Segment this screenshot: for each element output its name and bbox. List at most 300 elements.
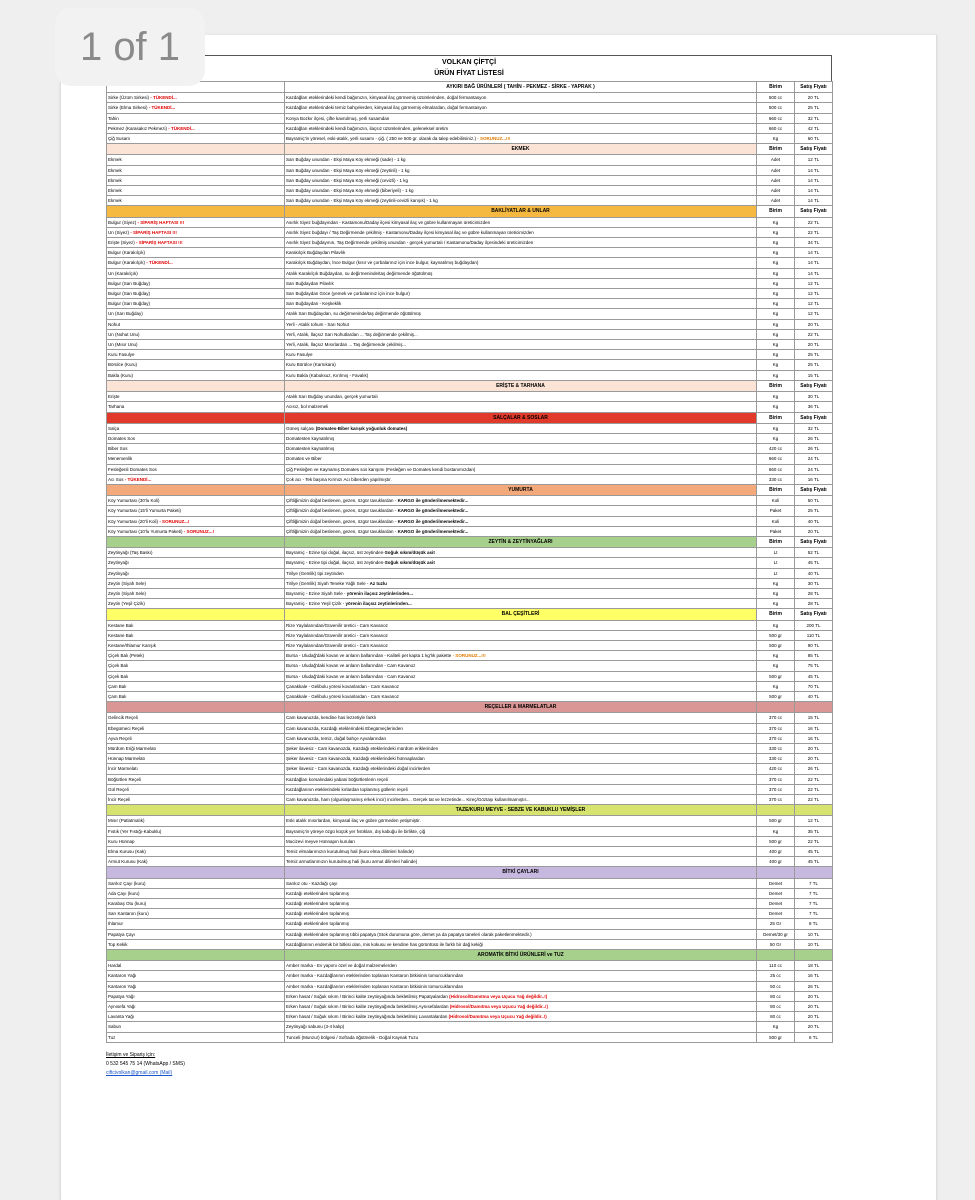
- description-cell: [285, 289, 757, 299]
- product-description: Kazdağı eteklerinden toplanmış tıbbi papatya (Stok durumuna göre, demet ya da papatya taneleri olarak paketlenmektedir.): [286, 931, 532, 937]
- price-column-header: Satış Fiyatı: [795, 144, 833, 155]
- product-description: Sarı Buğday unundan - Ekşi Maya Köy ekmeği (zeytinli-cevizli karışık) - 1 kg: [286, 198, 438, 204]
- product-description: Tirilye (Gemlik) Siyah Teneke Yağlı Sele -: [286, 580, 370, 586]
- product-name-cell: [107, 433, 285, 443]
- section-header: [107, 206, 833, 217]
- section-spacer: [107, 484, 285, 495]
- unit-cell: 660 cc: [757, 464, 795, 474]
- product-name: Erişte: [108, 394, 120, 400]
- unit-column-header: [757, 702, 795, 713]
- unit-cell: Koli: [757, 516, 795, 526]
- price-list-sheet: [106, 55, 832, 1078]
- description-note: Soğuk sıkım/düşük asit: [384, 560, 435, 566]
- product-name-cell: [107, 568, 285, 578]
- product-description: Bayramiç'in yöresel, eski-atalık, yerli susamı - çiğ. ( 250 ve 500 gr. olarak da talep edebilirsiniz.): [286, 136, 476, 142]
- product-description: Sarı Buğday unundan - Ekşi Maya Köy ekmeği (sade) - 1 kg: [286, 157, 406, 163]
- table-row: [107, 516, 833, 526]
- table-row: [107, 196, 833, 206]
- product-status-note: - TÜKENDİ...: [167, 125, 195, 131]
- description-cell: [285, 165, 757, 175]
- price-cell: 20 TL: [795, 1002, 833, 1012]
- page-indicator: 1 of 1: [55, 8, 205, 86]
- product-name-cell: [107, 939, 285, 949]
- description-cell: [285, 919, 757, 929]
- product-name: Hünnap Marmelatı: [108, 756, 146, 762]
- product-name: Domates Sos: [108, 435, 136, 441]
- product-name: Sarıkız Çayı (kuru): [108, 880, 146, 886]
- description-note: (Domates-Biber karışık yoğunluk domates): [315, 425, 408, 431]
- price-column-header: Satış Fiyatı: [795, 206, 833, 217]
- unit-cell: 500 gr: [757, 671, 795, 681]
- unit-column-header: Birim: [757, 380, 795, 391]
- price-cell: 20 TL: [795, 340, 833, 350]
- product-name-cell: [107, 991, 285, 1001]
- unit-cell: Kg: [757, 402, 795, 412]
- product-name-cell: [107, 155, 285, 165]
- product-name: Zeytinyağı: [108, 570, 129, 576]
- unit-cell: 500 gr: [757, 1032, 795, 1042]
- product-name-cell: [107, 1012, 285, 1022]
- product-name: Ekmek: [108, 177, 122, 183]
- description-cell: [285, 175, 757, 185]
- section-spacer: [107, 867, 285, 878]
- unit-cell: 330 cc: [757, 474, 795, 484]
- price-cell: 20 TL: [795, 744, 833, 754]
- description-cell: [285, 991, 757, 1001]
- product-name-cell: [107, 175, 285, 185]
- product-name: Ihlamur: [108, 921, 124, 927]
- price-cell: 22 TL: [795, 227, 833, 237]
- description-cell: [285, 754, 757, 764]
- price-cell: 22 TL: [795, 795, 833, 805]
- product-description: Şeker ilavesiz - Cam kavanozda, Kazdağı eteklerindeki mürdüm eriklerinden: [286, 746, 439, 751]
- price-cell: 12 TL: [795, 299, 833, 309]
- unit-column-header: Birim: [757, 206, 795, 217]
- unit-cell: Adet: [757, 155, 795, 165]
- price-cell: 25 TL: [795, 506, 833, 516]
- product-name-cell: [107, 548, 285, 558]
- table-row: [107, 909, 833, 919]
- table-row: [107, 165, 833, 175]
- table-row: [107, 217, 833, 227]
- price-cell: 10 TL: [795, 939, 833, 949]
- product-name: Kestane Balı: [108, 622, 134, 628]
- product-name: Ayva Reçeli: [108, 735, 132, 741]
- price-cell: 6 TL: [795, 1032, 833, 1042]
- product-description: Erken hasat / Soğuk sıkım / Birinci kalite zeytinyağında bekletilmiş Lavantalardan: [286, 1014, 449, 1020]
- price-cell: 50 TL: [795, 496, 833, 506]
- description-cell: [285, 360, 757, 370]
- product-description: Sarı Buğday unundan - Ekşi Maya Köy ekmeği (cevizli) - 1 kg: [286, 177, 409, 183]
- product-name-cell: [107, 392, 285, 402]
- table-row: [107, 919, 833, 929]
- unit-cell: 500 gr: [757, 691, 795, 701]
- unit-cell: 370 cc: [757, 713, 795, 723]
- product-name: Çiçek Balı: [108, 673, 129, 679]
- description-cell: [285, 847, 757, 857]
- unit-column-header: [757, 867, 795, 878]
- price-column-header: Satış Fiyatı: [795, 484, 833, 495]
- description-cell: [285, 319, 757, 329]
- price-column-header: [795, 950, 833, 961]
- product-name-cell: [107, 630, 285, 640]
- product-description: Bursa - Uludağ'daki kovan ve arıların ballarından - Kaliteli pet kapta 1 kg'lık pakette: [286, 653, 452, 659]
- description-cell: [285, 516, 757, 526]
- product-name: Bulgur (Sarı Buğday): [108, 301, 151, 307]
- product-description: Atalık Karakılçık Buğdaydan, su değirmeninde/taş değirmende öğütülmüş: [286, 270, 433, 276]
- table-row: [107, 1032, 833, 1042]
- table-row: [107, 289, 833, 299]
- description-cell: [285, 454, 757, 464]
- contact-email-link[interactable]: ciftcivolkan@gmail.com (Mail): [106, 1069, 173, 1076]
- section-title: SALÇALAR & SOSLAR: [285, 412, 757, 423]
- product-description: Domatesten kaynatılmış: [286, 446, 335, 452]
- table-row: [107, 134, 833, 144]
- description-cell: [285, 691, 757, 701]
- product-name: Un (Sarı Buğday): [108, 311, 143, 317]
- product-name-cell: [107, 506, 285, 516]
- product-description: Cam kavanozda, Kazdağı eteklerindeki Ebegümeçlerinden: [286, 725, 403, 731]
- unit-cell: Demet: [757, 909, 795, 919]
- description-cell: [285, 1012, 757, 1022]
- product-name: Kuru Fasulye: [108, 352, 135, 358]
- unit-cell: 500 gr: [757, 640, 795, 650]
- price-cell: 7 TL: [795, 878, 833, 888]
- product-description: Atalık Sarı Buğday unundan, gerçek yumurtalı: [286, 394, 378, 400]
- product-description: Cam kavanozda, kendine has lezzetiyle farklı: [286, 715, 377, 721]
- section-title: ERİŞTE & TARHANA: [285, 380, 757, 391]
- price-cell: 34 TL: [795, 238, 833, 248]
- product-description: Tirilye (Gemlik) tipi zeytinden: [286, 570, 344, 576]
- unit-cell: Kg: [757, 578, 795, 588]
- section-spacer: [107, 702, 285, 713]
- product-name-cell: [107, 774, 285, 784]
- description-cell: [285, 278, 757, 288]
- product-name-cell: [107, 217, 285, 227]
- product-description: Sarı Buğday unundan - Ekşi Maya Köy ekmeği (biberiyeli) - 1 kg: [286, 188, 414, 194]
- table-row: [107, 681, 833, 691]
- description-cell: [285, 795, 757, 805]
- table-row: [107, 464, 833, 474]
- table-row: [107, 454, 833, 464]
- section-spacer: [107, 144, 285, 155]
- unit-cell: 370 cc: [757, 733, 795, 743]
- price-cell: 40 TL: [795, 516, 833, 526]
- unit-cell: Kg: [757, 599, 795, 609]
- product-status-note: - SİPARİŞ HAFTASI !!!: [129, 229, 177, 235]
- price-cell: 12 TL: [795, 155, 833, 165]
- product-name: Lavanta Yağı: [108, 1014, 135, 1020]
- table-row: [107, 971, 833, 981]
- product-name-cell: [107, 93, 285, 103]
- product-name-cell: [107, 744, 285, 754]
- unit-cell: Kg: [757, 248, 795, 258]
- price-column-header: Satış Fiyatı: [795, 380, 833, 391]
- product-name-cell: [107, 113, 285, 123]
- unit-cell: 660 cc: [757, 123, 795, 133]
- unit-cell: 80 cc: [757, 1002, 795, 1012]
- product-name: Mürdüm Eriği Marmelatı: [108, 746, 157, 751]
- section-header: [107, 950, 833, 961]
- price-cell: 32 TL: [795, 113, 833, 123]
- product-name-cell: [107, 289, 285, 299]
- unit-cell: Kg: [757, 289, 795, 299]
- unit-cell: Demet: [757, 888, 795, 898]
- product-description: Cam kavanozda, ham (olgunlaşmamış erkek incir) incirlerden... Gerçek tat ve lezzetinde... Kireç/Göztaşı kullanılmamıştır...: [286, 797, 530, 803]
- product-description: Konya Bozkır ilçesi, çifte kavrulmuş, yerli susamdan: [286, 115, 390, 121]
- unit-cell: Kg: [757, 826, 795, 836]
- unit-cell: 500 cc: [757, 103, 795, 113]
- product-name-cell: [107, 526, 285, 536]
- product-description: Mucizevi meyve Hünnapın kuruları: [286, 838, 356, 844]
- unit-cell: Demet/30 gr: [757, 929, 795, 939]
- contact-phone: 0 532 545 75 14 (WhatsApp / SMS): [106, 1060, 185, 1067]
- product-description: Rize Yaylalarından/Güvenilir üretici - Cam Kavanoz: [286, 642, 388, 648]
- product-name: Armut Kurusu (Kak): [108, 859, 148, 865]
- product-name: Zeytin (Yeşil Çizik): [108, 601, 145, 607]
- product-name-cell: [107, 402, 285, 412]
- product-description: Çanakkale - Gelibolu yöresi kovanlardan - Cam Kavanoz: [286, 683, 400, 689]
- product-name-cell: [107, 258, 285, 268]
- price-column-header: [795, 805, 833, 816]
- price-cell: 40 TL: [795, 691, 833, 701]
- product-name: Çam Balı: [108, 683, 127, 689]
- unit-cell: 50 Gr: [757, 939, 795, 949]
- table-row: [107, 227, 833, 237]
- unit-cell: 80 cc: [757, 991, 795, 1001]
- product-description: Çok acı - Tek başına Kırmızı Acı biberden yapılmıştır.: [286, 476, 392, 482]
- description-cell: [285, 113, 757, 123]
- product-name: Sirke (Elma Sirkesi): [108, 105, 148, 111]
- product-description: Çiftliğimizin doğal beslenen, gezen, özgür tavuklardan -: [286, 528, 398, 534]
- unit-column-header: Birim: [757, 536, 795, 547]
- price-cell: 24 TL: [795, 464, 833, 474]
- product-name-cell: [107, 496, 285, 506]
- product-name-cell: [107, 464, 285, 474]
- table-row: [107, 754, 833, 764]
- description-cell: [285, 899, 757, 909]
- price-cell: 15 TL: [795, 370, 833, 380]
- unit-column-header: Birim: [757, 82, 795, 93]
- table-row: [107, 816, 833, 826]
- table-row: [107, 847, 833, 857]
- table-row: [107, 568, 833, 578]
- price-cell: 36 TL: [795, 402, 833, 412]
- table-row: [107, 506, 833, 516]
- product-name-cell: [107, 888, 285, 898]
- unit-cell: 330 cc: [757, 744, 795, 754]
- product-name-cell: [107, 671, 285, 681]
- product-name-cell: [107, 919, 285, 929]
- product-name: Zeytin (Siyah Sele): [108, 590, 147, 596]
- section-title: TAZE/KURU MEYVE - SEBZE VE KABUKLU YEMİŞLER: [285, 805, 757, 816]
- unit-cell: 370 cc: [757, 784, 795, 794]
- product-name: Ekmek: [108, 167, 122, 173]
- description-cell: [285, 651, 757, 661]
- table-row: [107, 599, 833, 609]
- document-subtitle: ÜRÜN FİYAT LİSTESİ: [434, 70, 504, 77]
- description-note: KARGO ile gönderilmemektedir...: [397, 498, 469, 504]
- product-name: Zeytin (Siyah Sele): [108, 580, 147, 586]
- product-name: Pekmez (Karasakız Pekmezi): [108, 125, 168, 131]
- price-cell: 12 TL: [795, 278, 833, 288]
- product-description: Bursa - Uludağ'daki kovan ve arıların ballarından - Cam Kavanoz: [286, 663, 416, 669]
- product-description: Rize Yaylalarından/Güvenilir üretici - Cam Kavanoz: [286, 622, 388, 628]
- price-table: [106, 81, 833, 1043]
- table-row: [107, 774, 833, 784]
- product-name-cell: [107, 474, 285, 484]
- product-description: Bayramiç'in yöreye özgü küçük yer fıstıkları, dış kabuğu ile birlikte, çiğ: [286, 828, 426, 834]
- unit-cell: 500 gr: [757, 630, 795, 640]
- description-note: (Hidrosol/Damıtma veya Uçucu Yağ değildir..!): [448, 1014, 547, 1020]
- product-name-cell: [107, 238, 285, 248]
- description-cell: [285, 836, 757, 846]
- price-cell: 60 TL: [795, 134, 833, 144]
- product-description: Karakılçık Buğdaydan Pilavlık: [286, 250, 346, 256]
- product-name-cell: [107, 578, 285, 588]
- description-cell: [285, 123, 757, 133]
- description-cell: [285, 857, 757, 867]
- product-description: Şeker ilavesiz - Cam kavanozda, Kazdağı eteklerindeki doğal incirlerden: [286, 766, 431, 772]
- product-name-cell: [107, 227, 285, 237]
- section-header: [107, 702, 833, 713]
- price-cell: 20 TL: [795, 526, 833, 536]
- product-name-cell: [107, 961, 285, 971]
- product-status-note: - TÜKENDİ...: [123, 476, 152, 482]
- description-cell: [285, 350, 757, 360]
- description-cell: [285, 620, 757, 630]
- table-row: [107, 671, 833, 681]
- product-name-cell: [107, 588, 285, 598]
- price-cell: 15 TL: [795, 713, 833, 723]
- price-cell: 25 TL: [795, 360, 833, 370]
- table-row: [107, 558, 833, 568]
- product-name: Bulgur (Siyez): [108, 219, 137, 225]
- price-cell: 22 TL: [795, 774, 833, 784]
- table-row: [107, 764, 833, 774]
- description-cell: [285, 402, 757, 412]
- product-name-cell: [107, 795, 285, 805]
- description-note: yörenin ilaçsız zeytinlerinden...: [346, 590, 414, 596]
- product-name: Hardal: [108, 963, 122, 969]
- unit-cell: Kg: [757, 340, 795, 350]
- price-cell: 26 TL: [795, 764, 833, 774]
- product-description: Kazdağı eteklerinden toplanmış: [286, 921, 350, 927]
- description-note: (Hidrosol/Damıtma veya Uçucu Yağ değildir..!): [449, 993, 548, 999]
- product-name: Ebegümeci Reçeli: [108, 725, 145, 731]
- unit-cell: 500 gr: [757, 816, 795, 826]
- unit-cell: 370 cc: [757, 795, 795, 805]
- unit-cell: Kg: [757, 268, 795, 278]
- table-row: [107, 836, 833, 846]
- product-description: Kazdağı eteklerinden toplanmış: [286, 911, 350, 917]
- section-spacer: [107, 206, 285, 217]
- product-description: Erken hasat / Soğuk sıkım / Birinci kalite zeytinyağında bekletilmiş Papatyalardan: [286, 993, 450, 999]
- product-status-note: - TÜKENDİ...: [145, 260, 173, 266]
- description-cell: [285, 423, 757, 433]
- description-cell: [285, 939, 757, 949]
- product-name-cell: [107, 661, 285, 671]
- product-name-cell: [107, 691, 285, 701]
- table-row: [107, 578, 833, 588]
- product-description: Kazdağları eteklerindeki kendi bağımızın, kimyasal ilaç görmemiş üzümlerinden, doğal fermantasyon: [286, 95, 487, 101]
- product-description: Kuru Börülce (Karnıkara): [286, 362, 336, 368]
- unit-column-header: [757, 950, 795, 961]
- unit-cell: Koli: [757, 496, 795, 506]
- product-name-cell: [107, 620, 285, 630]
- description-cell: [285, 981, 757, 991]
- product-description: Yerli, Atalık, İlaçsız Sarı Nohutlardan ... Taş değirmende çekilmiş...: [286, 331, 418, 337]
- product-name: Tuz: [108, 1034, 116, 1040]
- unit-cell: Kg: [757, 370, 795, 380]
- unit-cell: Kg: [757, 681, 795, 691]
- product-name-cell: [107, 929, 285, 939]
- unit-cell: Kg: [757, 278, 795, 288]
- unit-cell: Demet: [757, 899, 795, 909]
- product-name-cell: [107, 454, 285, 464]
- product-description: Tunceli (Munzur) bölgesi / Sofrada öğütmelik - Doğal Kaynak Tuzu: [286, 1034, 419, 1040]
- section-title: BAKLİYATLAR & UNLAR: [285, 206, 757, 217]
- table-row: [107, 370, 833, 380]
- description-cell: [285, 299, 757, 309]
- product-name: Ekmek: [108, 157, 122, 163]
- product-name-cell: [107, 857, 285, 867]
- price-cell: 85 TL: [795, 651, 833, 661]
- price-cell: 12 TL: [795, 289, 833, 299]
- product-name-cell: [107, 599, 285, 609]
- unit-cell: Kg: [757, 1022, 795, 1032]
- section-header: [107, 484, 833, 495]
- product-description: Eski atalık mısırlardan, kimyasal ilaç ve gübre görmeden yetişmiştir.: [286, 818, 421, 824]
- table-row: [107, 826, 833, 836]
- description-cell: [285, 599, 757, 609]
- product-description: Karakılçık Buğdaydan, İnce Bulgur (kısır ve çorbalarınız için ince bulgur, kaynatılmış buğdaydan): [286, 260, 479, 266]
- table-row: [107, 857, 833, 867]
- price-cell: 42 TL: [795, 123, 833, 133]
- price-cell: 20 TL: [795, 319, 833, 329]
- table-row: [107, 651, 833, 661]
- product-name-cell: [107, 340, 285, 350]
- product-description: Atalık Sarı Buğdaydan, su değirmeninde/taş değirmende öğütülmüş: [286, 311, 421, 317]
- product-name-cell: [107, 196, 285, 206]
- table-row: [107, 444, 833, 454]
- product-name-cell: [107, 103, 285, 113]
- product-description: Asırlık Siyez buğdayından - Kastamonu/Daday ilçesi kimyasal ilaç ve gübre kullanmayan üreticimizden: [286, 219, 491, 225]
- product-name: Zeytinyağı (Taş Baskı): [108, 550, 153, 556]
- product-description: Çanakkale - Gelibolu yöresi kovanlardan - Cam Kavanoz: [286, 693, 400, 699]
- table-row: [107, 258, 833, 268]
- description-note: yörenin ilaçsız zeytinlerinden...: [345, 601, 412, 607]
- product-name-cell: [107, 713, 285, 723]
- description-cell: [285, 248, 757, 258]
- product-name-cell: [107, 186, 285, 196]
- section-header: [107, 412, 833, 423]
- section-title: AROMATİK BİTKİ ÜRÜNLERİ ve TUZ: [285, 950, 757, 961]
- product-name: Gül Reçeli: [108, 786, 129, 792]
- unit-cell: Kg: [757, 433, 795, 443]
- description-cell: [285, 309, 757, 319]
- product-name: Kantaron Yağı: [108, 973, 137, 979]
- description-cell: [285, 713, 757, 723]
- table-row: [107, 402, 833, 412]
- unit-column-header: Birim: [757, 144, 795, 155]
- table-row: [107, 795, 833, 805]
- product-name-cell: [107, 723, 285, 733]
- product-description: Çiftliğimizin doğal beslenen, gezen, özgür tavuklardan -: [286, 508, 398, 514]
- description-note: KARGO ile gönderilmemektedir...: [397, 518, 469, 524]
- price-column-header: Satış Fiyatı: [795, 536, 833, 547]
- section-spacer: [107, 805, 285, 816]
